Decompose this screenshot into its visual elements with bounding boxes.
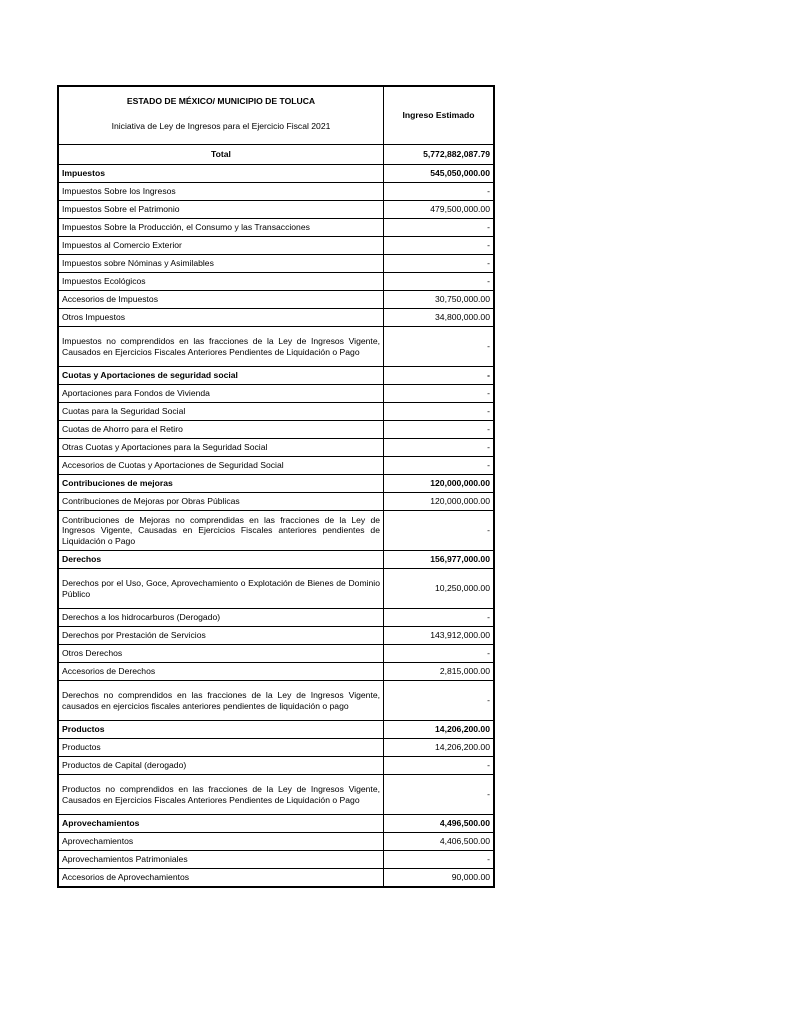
table-row (58, 775, 494, 815)
row-label: Contribuciones de Mejoras no comprendidas en las fracciones de la Ley de Ingresos Vigente, Causadas en Ejercicios Fiscales anteriores pendientes de Liquidación o Pago (58, 511, 384, 551)
category-row (58, 721, 494, 739)
table-row (58, 201, 494, 219)
category-row (58, 367, 494, 385)
table-row (58, 183, 494, 201)
table-row (58, 255, 494, 273)
row-value: 30,750,000.00 (384, 291, 495, 309)
row-value: 14,206,200.00 (384, 739, 495, 757)
table-row (58, 421, 494, 439)
table-row (58, 291, 494, 309)
row-value: 2,815,000.00 (384, 663, 495, 681)
row-value: - (384, 645, 495, 663)
row-value: - (384, 183, 495, 201)
table-row (58, 439, 494, 457)
row-value: 156,977,000.00 (384, 551, 495, 569)
row-value: 143,912,000.00 (384, 627, 495, 645)
row-label: Cuotas para la Seguridad Social (58, 403, 384, 421)
table-row (58, 219, 494, 237)
row-value: - (384, 681, 495, 721)
row-value: - (384, 439, 495, 457)
table-row (58, 309, 494, 327)
table-row (58, 869, 494, 888)
row-label: Aprovechamientos (58, 833, 384, 851)
table-row (58, 609, 494, 627)
row-label: Otros Derechos (58, 645, 384, 663)
row-label: Accesorios de Aprovechamientos (58, 869, 384, 888)
table-row (58, 237, 494, 255)
row-label: Derechos por el Uso, Goce, Aprovechamiento o Explotación de Bienes de Dominio Público (58, 569, 384, 609)
table-row (58, 851, 494, 869)
row-value: - (384, 851, 495, 869)
header-title: ESTADO DE MÉXICO/ MUNICIPIO DE TOLUCA (126, 95, 316, 106)
table-row (58, 403, 494, 421)
row-value: 90,000.00 (384, 869, 495, 888)
category-row (58, 551, 494, 569)
row-label: Impuestos Ecológicos (58, 273, 384, 291)
category-row (58, 815, 494, 833)
row-label: Aportaciones para Fondos de Vivienda (58, 385, 384, 403)
table-row (58, 385, 494, 403)
total-label: Total (58, 145, 384, 165)
row-value: - (384, 273, 495, 291)
row-label: Cuotas y Aportaciones de seguridad social (58, 367, 384, 385)
total-value: 5,772,882,087.79 (384, 145, 495, 165)
header-subtitle: Iniciativa de Ley de Ingresos para el Ejercicio Fiscal 2021 (111, 121, 331, 131)
row-label: Impuestos al Comercio Exterior (58, 237, 384, 255)
row-label: Productos no comprendidos en las fracciones de la Ley de Ingresos Vigente, Causados en Ejercicios Fiscales Anteriores Pendientes de Liquidación o Pago (58, 775, 384, 815)
row-value: 10,250,000.00 (384, 569, 495, 609)
row-value: - (384, 219, 495, 237)
row-value: 120,000,000.00 (384, 493, 495, 511)
table-row (58, 493, 494, 511)
table-row (58, 739, 494, 757)
row-value: - (384, 403, 495, 421)
row-label: Productos de Capital (derogado) (58, 757, 384, 775)
row-label: Productos (58, 739, 384, 757)
category-row (58, 165, 494, 183)
row-value: - (384, 609, 495, 627)
row-label: Otras Cuotas y Aportaciones para la Seguridad Social (58, 439, 384, 457)
row-value: 545,050,000.00 (384, 165, 495, 183)
row-value: 479,500,000.00 (384, 201, 495, 219)
header-title-cell (58, 86, 384, 145)
table-row (58, 645, 494, 663)
row-label: Productos (58, 721, 384, 739)
row-value: - (384, 385, 495, 403)
row-label: Impuestos no comprendidos en las fracciones de la Ley de Ingresos Vigente, Causados en Ejercicios Fiscales Anteriores Pendientes de Liquidación o Pago (58, 327, 384, 367)
table-row (58, 273, 494, 291)
row-label: Derechos (58, 551, 384, 569)
row-value: - (384, 237, 495, 255)
row-value: 4,406,500.00 (384, 833, 495, 851)
row-value: - (384, 757, 495, 775)
category-row (58, 475, 494, 493)
row-value: - (384, 511, 495, 551)
row-label: Accesorios de Impuestos (58, 291, 384, 309)
row-label: Impuestos Sobre la Producción, el Consumo y las Transacciones (58, 219, 384, 237)
header-row (58, 86, 494, 145)
table-row (58, 511, 494, 551)
row-value: 14,206,200.00 (384, 721, 495, 739)
table-row (58, 569, 494, 609)
row-label: Impuestos Sobre los Ingresos (58, 183, 384, 201)
row-label: Derechos a los hidrocarburos (Derogado) (58, 609, 384, 627)
row-label: Impuestos sobre Nóminas y Asimilables (58, 255, 384, 273)
row-label: Derechos por Prestación de Servicios (58, 627, 384, 645)
row-value: 4,496,500.00 (384, 815, 495, 833)
row-label: Accesorios de Derechos (58, 663, 384, 681)
table-row (58, 663, 494, 681)
total-row (58, 145, 494, 165)
column-header: Ingreso Estimado (384, 86, 495, 145)
row-value: 120,000,000.00 (384, 475, 495, 493)
row-value: - (384, 775, 495, 815)
row-label: Impuestos Sobre el Patrimonio (58, 201, 384, 219)
row-value: - (384, 457, 495, 475)
income-table (57, 85, 495, 888)
row-label: Contribuciones de mejoras (58, 475, 384, 493)
table-row (58, 457, 494, 475)
row-label: Derechos no comprendidos en las fracciones de la Ley de Ingresos Vigente, causados en ejercicios fiscales anteriores pendientes de liquidación o pago (58, 681, 384, 721)
row-label: Contribuciones de Mejoras por Obras Públicas (58, 493, 384, 511)
row-label: Aprovechamientos (58, 815, 384, 833)
table-row (58, 327, 494, 367)
row-label: Otros Impuestos (58, 309, 384, 327)
row-value: - (384, 255, 495, 273)
row-label: Cuotas de Ahorro para el Retiro (58, 421, 384, 439)
table-row (58, 681, 494, 721)
row-value: - (384, 367, 495, 385)
table-row (58, 833, 494, 851)
row-label: Impuestos (58, 165, 384, 183)
row-value: 34,800,000.00 (384, 309, 495, 327)
table-row (58, 627, 494, 645)
row-label: Aprovechamientos Patrimoniales (58, 851, 384, 869)
row-value: - (384, 421, 495, 439)
table-row (58, 757, 494, 775)
row-value: - (384, 327, 495, 367)
row-label: Accesorios de Cuotas y Aportaciones de Seguridad Social (58, 457, 384, 475)
